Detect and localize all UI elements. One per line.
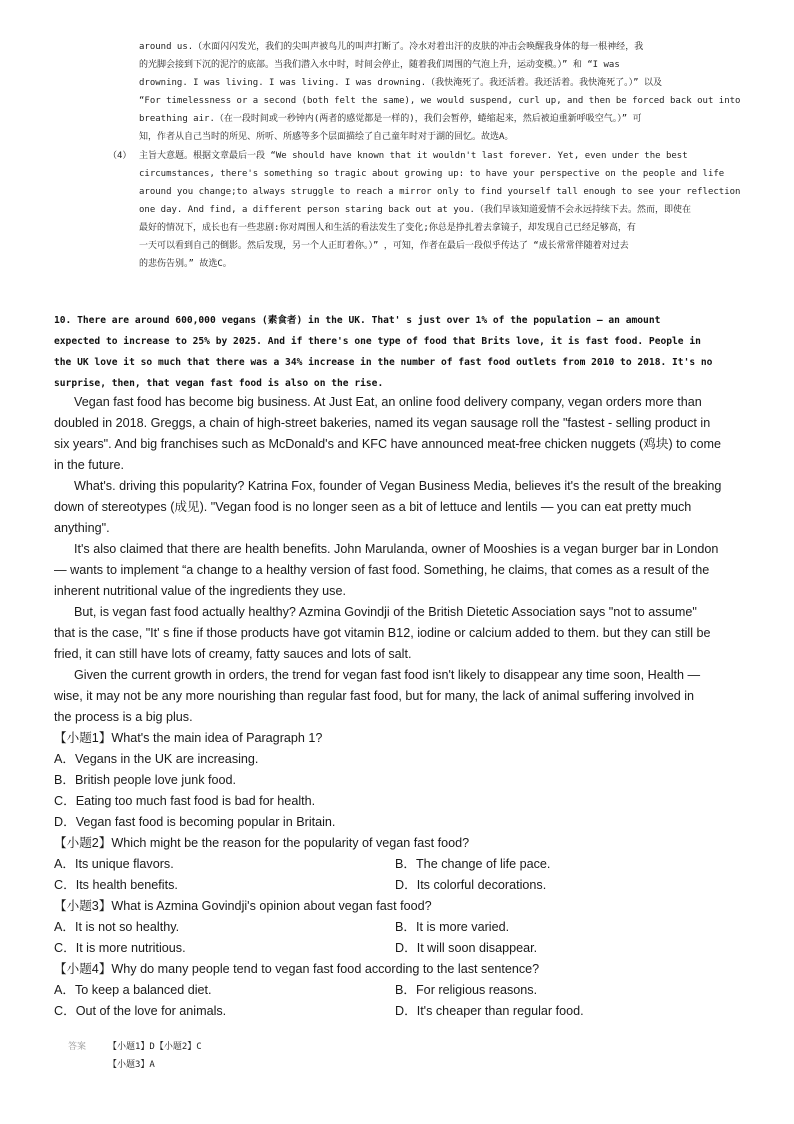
analysis-line: around you change;to always struggle to reach a mirror only to find yourself tall enough to see your reflection xyxy=(139,187,741,197)
analysis-line: drowning. I was living. I was living. I was drowning.（我快淹死了。我还活着。我还活着。我快淹死了。）” 以及 xyxy=(139,78,663,88)
analysis-line: 最好的情况下，成长也有一些悲剧:你对周围人和生活的看法发生了变化;你总是挣扎着去拿镜子，却发现自己已经足够高，有 xyxy=(139,223,636,233)
passage-line: But, is vegan fast food actually healthy? Azmina Govindji of the British Dietetic Association says "not to assume" xyxy=(74,605,697,619)
answer-option[interactable]: A．To keep a balanced diet. xyxy=(54,983,212,997)
question-stem: 【小题4】Why do many people tend to vegan fast food according to the last sentence? xyxy=(54,962,540,976)
option-row xyxy=(54,875,744,896)
passage-line: What's. driving this popularity? Katrina Fox, founder of Vegan Business Media, believes it's the result of the breaking xyxy=(74,479,722,493)
question-10-intro xyxy=(54,310,744,394)
passage-line: anything". xyxy=(54,521,110,535)
analysis-line: 的悲伤告别。” 故选C。 xyxy=(139,259,232,269)
answer-option[interactable]: D．It will soon disappear. xyxy=(395,941,538,955)
answer-label: 答案 xyxy=(68,1042,87,1052)
passage-line: six years". And big franchises such as McDonald's and KFC have announced meat-free chicken nuggets (鸡块) to come xyxy=(54,437,721,451)
analysis-block xyxy=(139,38,739,146)
reading-passage xyxy=(54,392,744,728)
answer-option[interactable]: B．For religious reasons. xyxy=(395,983,538,997)
passage-line: that is the case, "It' s fine if those products have got vitamin B12, iodine or calcium added to them. but they can still be xyxy=(54,626,711,640)
analysis-line: 的光脚会接到下沉的泥泞的底部。当我们潜入水中时，时间会停止，随着我们周围的气泡上升，运动变模。）” 和 “I was xyxy=(139,60,620,70)
answer-line: 【小题1】D【小题2】C xyxy=(108,1042,202,1052)
passage-line: in the future. xyxy=(54,458,125,472)
answer-option[interactable]: D．It's cheaper than regular food. xyxy=(395,1004,584,1018)
question-stem: 【小题3】What is Azmina Govindji's opinion about vegan fast food? xyxy=(54,899,432,913)
answer-option[interactable]: C．Its health benefits. xyxy=(54,878,178,892)
question-10-line: 10. There are around 600,000 vegans (素食者) in the UK. That' s just over 1% of the population — an amount xyxy=(54,315,661,326)
analysis-line: “For timelessness or a second (both felt the same), we would suspend, curl up, and then be forced back out into xyxy=(139,96,741,106)
option-row xyxy=(54,917,744,938)
answer-option[interactable]: A．Vegans in the UK are increasing. xyxy=(54,752,259,766)
answer-option[interactable]: C．Out of the love for animals. xyxy=(54,1004,227,1018)
question-10-line: expected to increase to 25% by 2025. And if there's one type of food that Brits love, it is fast food. People in xyxy=(54,336,701,347)
answer-line: 【小题3】A xyxy=(108,1060,155,1070)
option-row xyxy=(54,980,744,1001)
answer-option[interactable]: D．Vegan fast food is becoming popular in Britain. xyxy=(54,815,336,829)
answer-option[interactable]: A．Its unique flavors. xyxy=(54,857,174,871)
question-10-line: surprise, then, that vegan fast food is also on the rise. xyxy=(54,378,384,389)
option-row xyxy=(54,854,744,875)
passage-line: Given the current growth in orders, the trend for vegan fast food isn't likely to disappear any time soon, Health — xyxy=(74,668,701,682)
option-row xyxy=(54,1001,744,1022)
option-row xyxy=(54,938,744,959)
analysis-item-number: （4） xyxy=(108,151,132,161)
question-stem: 【小题2】Which might be the reason for the popularity of vegan fast food? xyxy=(54,836,470,850)
answer-option[interactable]: B．It is more varied. xyxy=(395,920,510,934)
passage-line: the process is a big plus. xyxy=(54,710,193,724)
answer-option[interactable]: C．It is more nutritious. xyxy=(54,941,186,955)
analysis-line: breathing air.（在一段时间或一秒钟内(两者的感觉都是一样的)，我们会暂停，蜷缩起来，然后被迫重新呼吸空气。）” 可 xyxy=(139,114,642,124)
passage-line: wise, it may not be any more nourishing than regular fast food, but for many, the lack of animal suffering involved in xyxy=(54,689,695,703)
passage-line: inherent nutritional value of the ingredients they use. xyxy=(54,584,346,598)
question-stem: 【小题1】What's the main idea of Paragraph 1? xyxy=(54,731,323,745)
answer-option[interactable]: A．It is not so healthy. xyxy=(54,920,180,934)
analysis-line: 知，作者从自己当时的所见、所听、所感等多个层面描绘了自己童年时对于湖的回忆。故选A。 xyxy=(139,132,514,142)
answer-option[interactable]: B．British people love junk food. xyxy=(54,773,237,787)
question-10-line: the UK love it so much that there was a 34% increase in the number of fast food outlets from 2010 to 2018. It's no xyxy=(54,357,713,368)
analysis-line: one day. And find, a different person staring back out at you.（我们早该知道爱情不会永远持续下去。然而，即使在 xyxy=(139,205,691,215)
analysis-line: 一天可以看到自己的倒影。然后发现，另一个人正盯着你。）” ，可知，作者在最后一段似乎传达了 “成长常常伴随着对过去 xyxy=(139,241,629,251)
passage-line: Vegan fast food has become big business. At Just Eat, an online food delivery company, vegan orders more than xyxy=(74,395,702,409)
analysis-line: 主旨大意题。根据文章最后一段 “We should have known that it wouldn't last forever. Yet, even under the best xyxy=(139,151,688,161)
passage-line: It's also claimed that there are health benefits. John Marulanda, owner of Mooshies is a vegan burger bar in London xyxy=(74,542,719,556)
analysis-line: circumstances, there's something so tragic about growing up: to have your perspective on the people and life xyxy=(139,169,725,179)
passage-line: — wants to implement “a change to a healthy version of fast food. Something, he claims, that comes as a result of the xyxy=(54,563,710,577)
passage-line: fried, it can still have lots of creamy, fatty sauces and lots of salt. xyxy=(54,647,412,661)
analysis-line: around us.（水面闪闪发光，我们的尖叫声被鸟儿的叫声打断了。冷水对着出汗的皮肤的冲击会唤醒我身体的每一根神经，我 xyxy=(139,42,644,52)
answer-option[interactable]: D．Its colorful decorations. xyxy=(395,878,547,892)
passage-line: doubled in 2018. Greggs, a chain of high-street bakeries, named its vegan sausage roll the "fastest - selling product in xyxy=(54,416,711,430)
answer-option[interactable]: C．Eating too much fast food is bad for health. xyxy=(54,794,316,808)
answer-option[interactable]: B．The change of life pace. xyxy=(395,857,551,871)
passage-line: down of stereotypes (成见). "Vegan food is no longer seen as a bit of lettuce and lentils — you can eat pretty much xyxy=(54,500,692,514)
question-list xyxy=(54,728,744,1022)
